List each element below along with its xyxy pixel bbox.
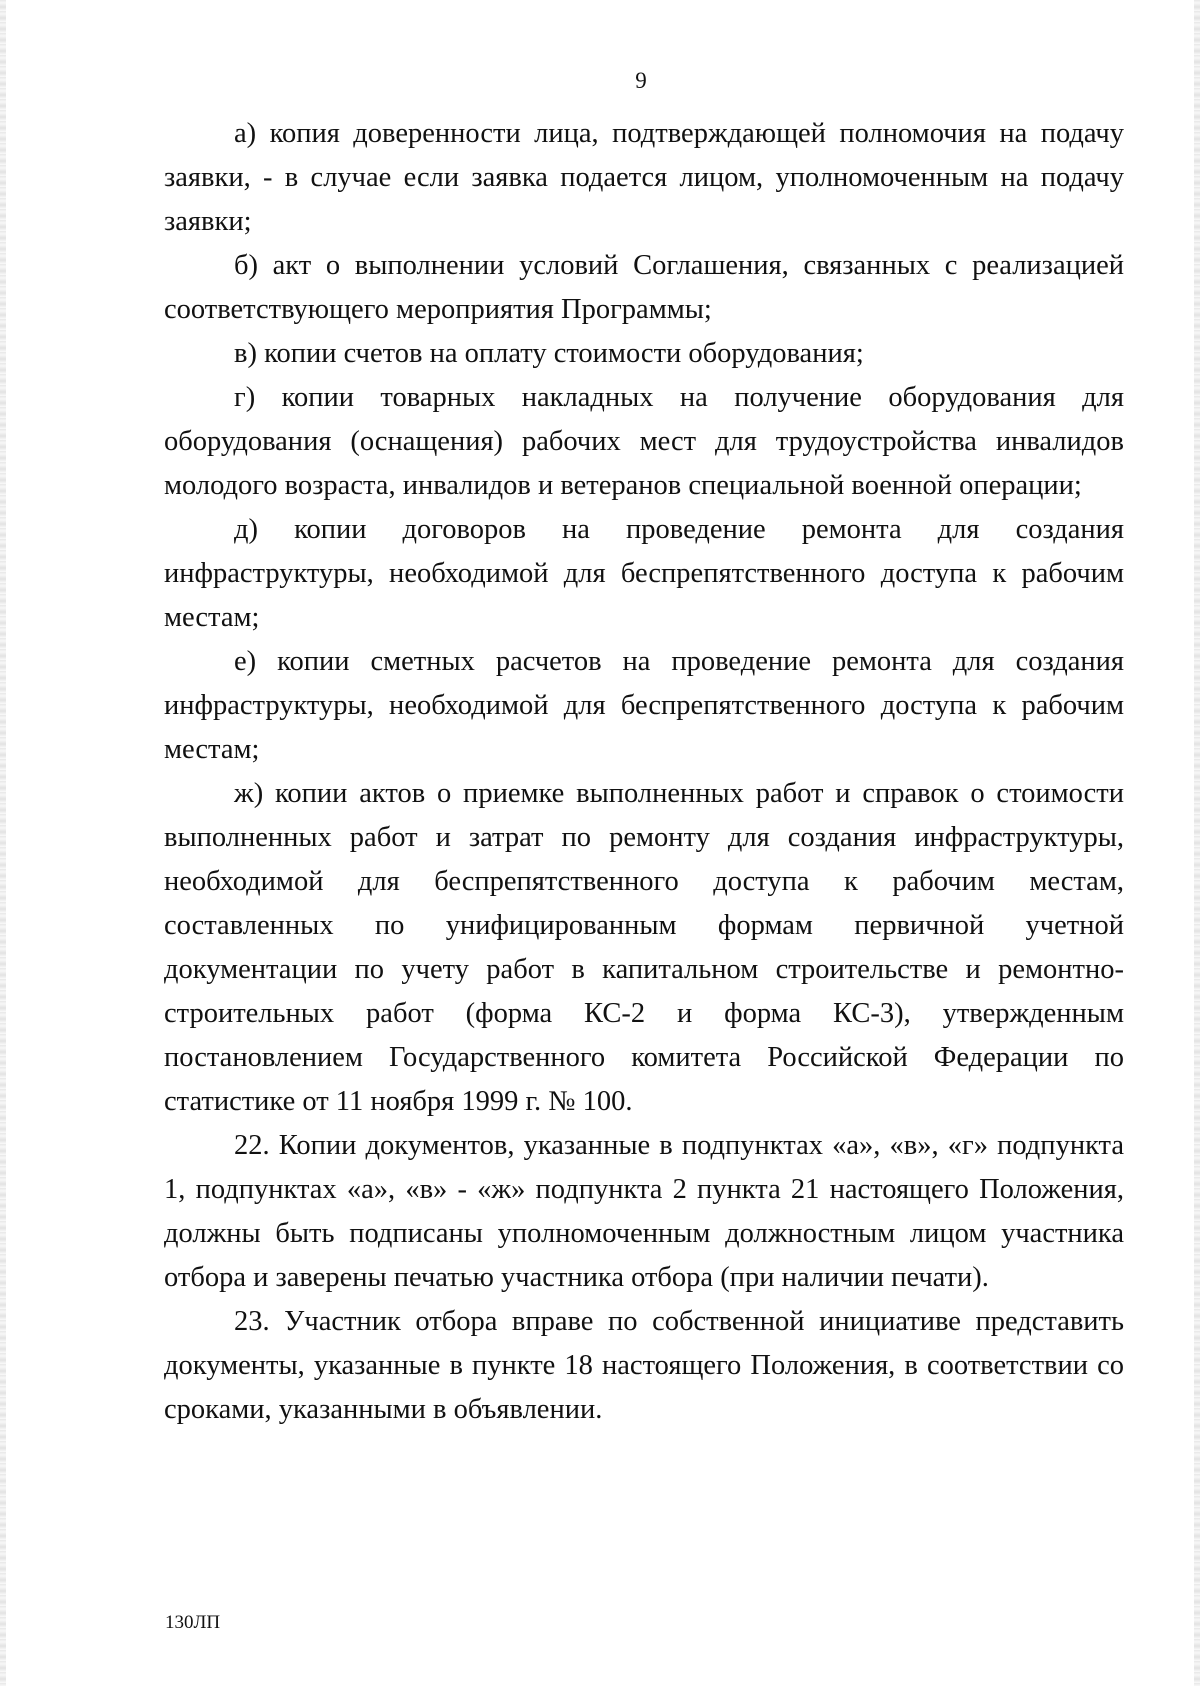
paragraph-clause-22: 22. Копии документов, указанные в подпунктах «а», «в», «г» подпункта 1, подпунктах «а», «в» - «ж» подпункта 2 пункта 21 настоящего Положения, должны быть подписаны уполномоченным должностным лицом участника отбора и заверены печатью участника отбора (при наличии печати). bbox=[164, 1130, 1124, 1293]
paragraph-subitem-d: д) копии договоров на проведение ремонта для создания инфраструктуры, необходимой для беспрепятственного доступа к рабочим местам; bbox=[164, 514, 1124, 633]
paragraph-subitem-g: г) копии товарных накладных на получение оборудования для оборудования (оснащения) рабочих мест для трудоустройства инвалидов молодого возраста, инвалидов и ветеранов специальной военной операции; bbox=[164, 382, 1124, 501]
paragraph-subitem-a: а) копия доверенности лица, подтверждающей полномочия на подачу заявки, - в случае если заявка подается лицом, уполномоченным на подачу заявки; bbox=[164, 118, 1124, 237]
paragraph-subitem-zh: ж) копии актов о приемке выполненных работ и справок о стоимости выполненных работ и затрат по ремонту для создания инфраструктуры, необходимой для беспрепятственного доступа к рабочим местам, составленных по унифицированным формам первичной учетной документации по учету работ в капитальном строительстве и ремонтно-строительных работ (форма КС-2 и форма КС-3), утвержденным постановлением Государственного комитета Российской Федерации по статистике от 11 ноября 1999 г. № 100. bbox=[164, 778, 1124, 1117]
paragraph-subitem-v: в) копии счетов на оплату стоимости оборудования; bbox=[234, 338, 864, 369]
page-number: 9 bbox=[635, 68, 647, 93]
scan-edge-right bbox=[1194, 0, 1200, 1686]
document-body bbox=[164, 112, 1124, 1432]
footer-document-code: 130ЛП bbox=[165, 1612, 221, 1633]
paragraph-subitem-e: е) копии сметных расчетов на проведение ремонта для создания инфраструктуры, необходимой для беспрепятственного доступа к рабочим местам; bbox=[164, 646, 1124, 765]
paragraph-clause-23: 23. Участник отбора вправе по собственной инициативе представить документы, указанные в пункте 18 настоящего Положения, в соответствии со сроками, указанными в объявлении. bbox=[164, 1306, 1124, 1425]
scan-edge-left bbox=[0, 0, 6, 1686]
paragraph-subitem-b: б) акт о выполнении условий Соглашения, связанных с реализацией соответствующего мероприятия Программы; bbox=[164, 250, 1124, 325]
